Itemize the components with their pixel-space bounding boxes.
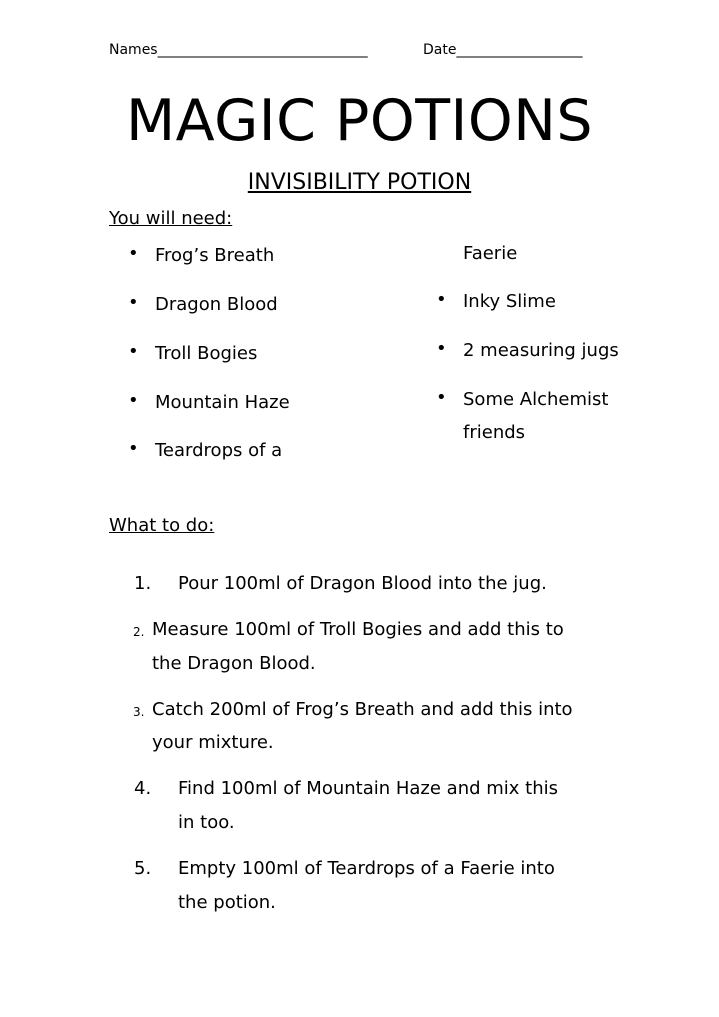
- step-text: Empty 100ml of Teardrops of a Faerie into: [178, 858, 555, 879]
- step-number: 1.: [134, 573, 152, 594]
- step-number: 3.: [133, 705, 145, 719]
- step-text: your mixture.: [152, 732, 274, 753]
- ingredient-item: Mountain Haze: [155, 392, 290, 413]
- step-text: Catch 200ml of Frog’s Breath and add this into: [152, 699, 573, 720]
- bullet-icon: •: [128, 292, 139, 313]
- step-number: 2.: [133, 625, 145, 639]
- instructions-heading: What to do:: [109, 515, 215, 536]
- step-text: in too.: [178, 812, 235, 833]
- ingredient-item: 2 measuring jugs: [463, 340, 619, 361]
- step-number: 5.: [134, 858, 152, 879]
- names-field[interactable]: Names______________________________: [109, 42, 368, 58]
- ingredient-item: Teardrops of a: [155, 440, 283, 461]
- header-fields: [109, 42, 583, 58]
- ingredient-item: Troll Bogies: [155, 343, 258, 364]
- bullet-icon: •: [436, 387, 447, 408]
- bullet-icon: •: [436, 338, 447, 359]
- ingredient-item: Frog’s Breath: [155, 245, 275, 266]
- ingredient-item: Inky Slime: [463, 291, 556, 312]
- ingredient-continuation: Faerie: [463, 243, 518, 264]
- step-text: Pour 100ml of Dragon Blood into the jug.: [178, 573, 547, 594]
- bullet-icon: •: [128, 341, 139, 362]
- bullet-icon: •: [128, 438, 139, 459]
- ingredients-heading: You will need:: [109, 208, 233, 229]
- step-text: Measure 100ml of Troll Bogies and add this to: [152, 619, 564, 640]
- potion-subtitle: INVISIBILITY POTION: [247, 170, 472, 195]
- step-number: 4.: [134, 778, 152, 799]
- page-title: MAGIC POTIONS: [125, 88, 594, 154]
- ingredient-item: Some Alchemist: [463, 389, 609, 410]
- step-text: the Dragon Blood.: [152, 653, 316, 674]
- bullet-icon: •: [128, 243, 139, 264]
- date-field[interactable]: Date__________________: [423, 42, 583, 58]
- ingredient-item: Dragon Blood: [155, 294, 278, 315]
- bullet-icon: •: [436, 289, 447, 310]
- step-text: Find 100ml of Mountain Haze and mix this: [178, 778, 559, 799]
- step-text: the potion.: [178, 892, 276, 913]
- ingredient-item-wrap: friends: [463, 422, 526, 443]
- bullet-icon: •: [128, 390, 139, 411]
